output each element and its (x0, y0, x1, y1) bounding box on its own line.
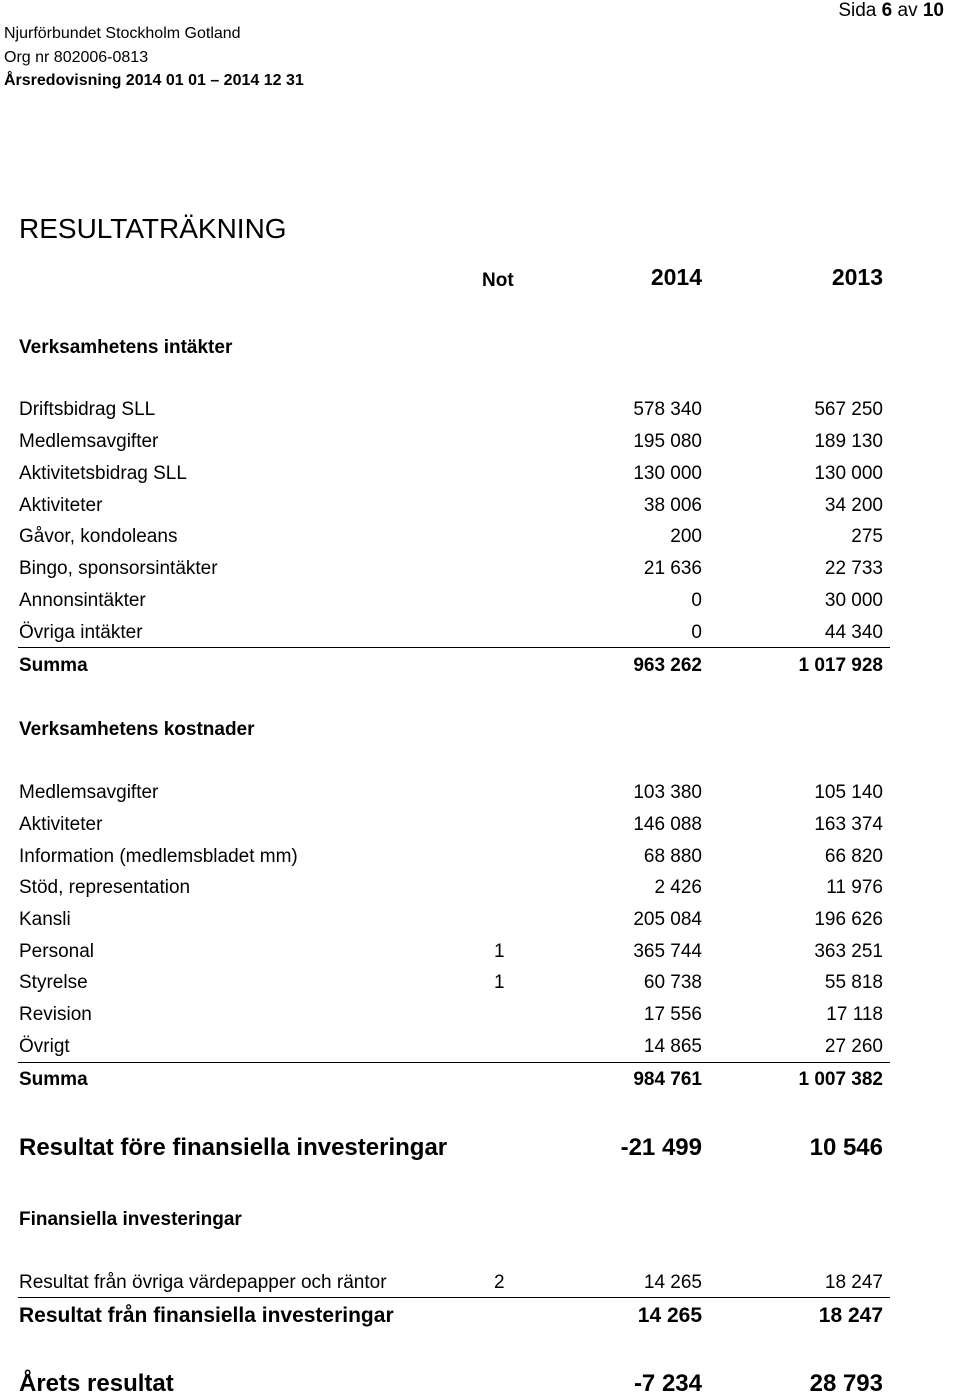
divider (18, 647, 890, 648)
row-label: Medlemsavgifter (19, 782, 159, 803)
column-header-2014: 2014 (650, 264, 702, 290)
row-label: Årets resultat (19, 1370, 174, 1397)
value-2013: 105 140 (814, 782, 883, 803)
income-total-row (0, 652, 960, 680)
page-prefix: Sida (838, 0, 877, 21)
row-label: Information (medlemsbladet mm) (19, 846, 298, 867)
value-2014: 984 761 (633, 1069, 702, 1090)
value-2013: 11 976 (826, 877, 883, 898)
row-label: Annonsintäkter (19, 590, 146, 611)
table-row (0, 619, 960, 647)
value-2014: 14 865 (643, 1036, 702, 1057)
value-2013: 44 340 (824, 622, 883, 643)
row-label: Medlemsavgifter (19, 431, 159, 452)
financial-total-row (0, 1302, 960, 1330)
operating-result-row (0, 1131, 960, 1165)
table-row (0, 938, 960, 966)
row-label: Kansli (19, 909, 71, 930)
row-label: Aktiviteter (19, 814, 103, 835)
value-2014: 14 265 (643, 1272, 702, 1293)
divider (18, 1297, 890, 1298)
value-2014: 60 738 (643, 972, 702, 993)
row-label: Bingo, sponsorsintäkter (19, 558, 218, 579)
table-row (0, 428, 960, 456)
value-2013: 18 247 (818, 1304, 883, 1327)
value-2013: 22 733 (824, 558, 883, 579)
row-note: 1 (494, 972, 505, 993)
value-2013: 196 626 (814, 909, 883, 930)
row-label: Övriga intäkter (19, 622, 143, 643)
row-label: Personal (19, 941, 94, 962)
table-row (0, 779, 960, 807)
row-label: Resultat från övriga värdepapper och räntor (19, 1272, 387, 1293)
row-label: Driftsbidrag SLL (19, 399, 156, 420)
org-number: Org nr 802006-0813 (4, 49, 149, 66)
value-2013: 17 118 (826, 1004, 883, 1025)
value-2014: 103 380 (633, 782, 702, 803)
value-2014: -21 499 (620, 1134, 702, 1161)
value-2014: 205 084 (633, 909, 702, 930)
value-2013: 30 000 (824, 590, 883, 611)
section-heading-income: Verksamhetens intäkter (19, 337, 233, 358)
row-label: Styrelse (19, 972, 88, 993)
value-2014: 14 265 (637, 1304, 702, 1327)
value-2013: 163 374 (814, 814, 883, 835)
page-current: 6 (881, 0, 893, 21)
table-row (0, 811, 960, 839)
value-2013: 363 251 (814, 941, 883, 962)
row-label: Gåvor, kondoleans (19, 526, 178, 547)
value-2014: 200 (670, 526, 702, 547)
table-row (0, 843, 960, 871)
divider (18, 1062, 890, 1063)
row-label: Aktiviteter (19, 495, 103, 516)
value-2014: 17 556 (643, 1004, 702, 1025)
row-label: Aktivitetsbidrag SLL (19, 463, 187, 484)
row-label: Revision (19, 1004, 92, 1025)
table-row (0, 396, 960, 424)
value-2014: 0 (691, 622, 702, 643)
value-2013: 18 247 (824, 1272, 883, 1293)
column-header-note: Not (482, 270, 514, 291)
row-label: Summa (19, 655, 88, 676)
value-2013: 27 260 (824, 1036, 883, 1057)
table-row (0, 1269, 960, 1297)
table-row (0, 587, 960, 615)
value-2014: 963 262 (633, 655, 702, 676)
page-total: 10 (922, 0, 944, 21)
row-note: 2 (494, 1272, 505, 1293)
table-row (0, 1001, 960, 1029)
value-2013: 130 000 (814, 463, 883, 484)
value-2014: 38 006 (643, 495, 702, 516)
value-2013: 66 820 (824, 846, 883, 867)
value-2014: 21 636 (643, 558, 702, 579)
value-2013: 275 (851, 526, 883, 547)
table-row (0, 969, 960, 997)
row-label: Stöd, representation (19, 877, 191, 898)
costs-total-row (0, 1066, 960, 1094)
net-result-row (0, 1367, 960, 1397)
value-2013: 1 007 382 (798, 1069, 883, 1090)
table-row (0, 492, 960, 520)
table-row (0, 1033, 960, 1061)
row-label: Resultat från finansiella investeringar (19, 1304, 394, 1327)
table-row (0, 523, 960, 551)
section-heading-costs: Verksamhetens kostnader (19, 719, 255, 740)
value-2014: 0 (691, 590, 702, 611)
value-2013: 28 793 (809, 1370, 883, 1397)
row-label: Summa (19, 1069, 88, 1090)
value-2014: 130 000 (633, 463, 702, 484)
value-2014: 68 880 (643, 846, 702, 867)
org-name: Njurförbundet Stockholm Gotland (4, 25, 241, 42)
value-2013: 1 017 928 (798, 655, 883, 676)
value-2014: 146 088 (633, 814, 702, 835)
section-heading-financial: Finansiella investeringar (19, 1209, 242, 1230)
value-2013: 10 546 (809, 1134, 883, 1161)
table-row (0, 874, 960, 902)
value-2013: 567 250 (814, 399, 883, 420)
row-label: Övrigt (19, 1036, 70, 1057)
row-note: 1 (494, 941, 505, 962)
value-2014: 195 080 (633, 431, 702, 452)
value-2014: 365 744 (633, 941, 702, 962)
value-2014: 578 340 (633, 399, 702, 420)
page-number (838, 0, 944, 22)
table-row (0, 555, 960, 583)
report-period: Årsredovisning 2014 01 01 – 2014 12 31 (4, 72, 304, 89)
value-2013: 189 130 (814, 431, 883, 452)
page-separator: av (897, 0, 918, 21)
value-2014: 2 426 (654, 877, 702, 898)
value-2013: 55 818 (824, 972, 883, 993)
value-2014: -7 234 (633, 1370, 702, 1397)
table-row (0, 460, 960, 488)
row-label: Resultat före finansiella investeringar (19, 1134, 448, 1161)
table-row (0, 906, 960, 934)
page-title: RESULTATRÄKNING (19, 213, 287, 244)
column-header-2013: 2013 (831, 264, 883, 290)
value-2013: 34 200 (824, 495, 883, 516)
